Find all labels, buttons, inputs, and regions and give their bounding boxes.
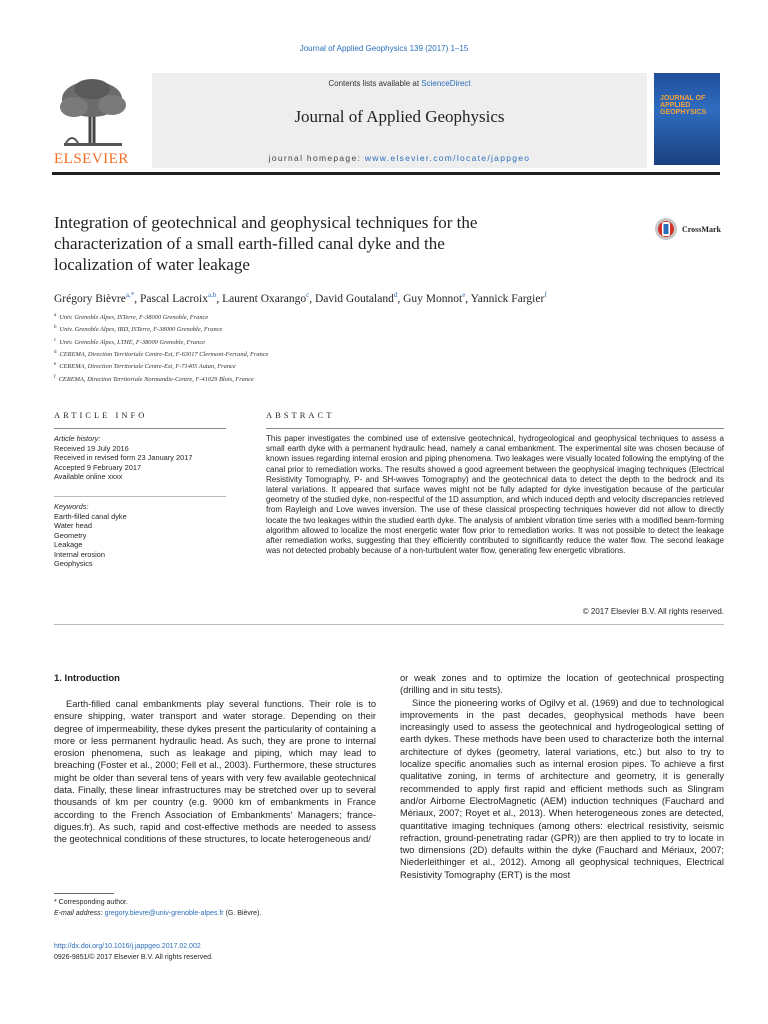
article-info-heading: ARTICLE INFO [54,410,148,420]
affiliation-item [54,373,554,385]
journal-header [52,73,720,168]
email-link[interactable]: gregory.bievre@univ-grenoble-alpes.fr [104,910,224,917]
affiliation-text: CEREMA, Direction Territoriale Centre-Est, F-71405 Autun, France [59,363,236,371]
crossmark-badge[interactable] [654,216,734,246]
author-affiliation-marker[interactable]: e [462,291,466,299]
doi-link[interactable]: http://dx.doi.org/10.1016/j.jappgeo.2017.02.002 [54,943,201,950]
author-name[interactable]: Yannick Fargier [470,292,545,305]
journal-banner [152,73,647,168]
keyword-item: Internal erosion [54,549,105,559]
journal-cover-thumbnail[interactable] [654,73,720,165]
section-heading-introduction: 1. Introduction [54,673,120,684]
affiliation-key: e [54,362,57,368]
abstract-text: This paper investigates the combined use of extensive geotechnical, hydrogeological and geophysical techniques to assess a small earth dyke with a permanent hydraulic head, namely a canal embankment. The experimental site was chosen because of known issues regarding internal erosion and piping phenomena. Two leakages were visually located following the emptying of the canal prior to remediation works. The results showed a good agreement between the geophysical imaging techniques (Electrical Resistivity Tomography, P- and SH-waves Tomography) and the geotechnical data to detect the depth to the bedrock and its lateral variations. It appeared that surface waves might not be fully adapted for dyke investigation because of the particular geometry of the studied dyke, non-respectful of the 1D assumption, and which induced depth and velocity discrepancies retrieved from Rayleigh and Love waves inversion. The use of these classical prospecting techniques however did not allow to directly locate the two leakages within the studied earth dyke. The analysis of ambient vibration time series with a modified beam-forming algorithm allowed to localize the most energetic water flow prior to remediation works. It was not possible to detect the leakage after remediation works, suggesting that they efficiently contributed to significantly reduce the water flow. The second leakage was not detected probably because of a non-turbulent water flow, generating few energetic vibrations. [266,434,724,556]
keyword-item: Water head [54,521,92,530]
author-name[interactable]: Pascal Lacroix [139,292,208,305]
author-name[interactable]: Laurent Oxarango [222,292,307,305]
history-item: Accepted 9 February 2017 [54,462,142,472]
keyword-item: Leakage [54,540,83,549]
author-affiliation-marker[interactable]: d [393,291,398,299]
author-affiliation-marker[interactable]: c [306,291,310,299]
affiliation-key: f [54,374,56,380]
body-column-right [400,672,724,881]
crossmark-label: CrossMark [682,225,721,234]
keyword-item: Geometry [54,530,87,540]
crossmark-icon [654,216,678,246]
sciencedirect-link[interactable]: ScienceDirect [421,79,471,88]
homepage-prefix: journal homepage: [268,153,365,163]
footnote-rule [54,893,114,894]
journal-homepage [152,153,647,163]
history-item: Received 19 July 2016 [54,443,129,453]
body-paragraph: or weak zones and to optimize the location of geotechnical prospecting (drilling and in situ tests). [400,673,724,696]
history-label: Article history: [54,434,101,443]
affiliation-text: CEREMA, Direction Territoriale Centre-Est, F-63017 Clermont-Ferrand, France [59,351,269,359]
article-history [54,434,226,482]
issn-line: 0926-9851/© 2017 Elsevier B.V. All rights reserved. [54,954,213,961]
author-separator: , [216,292,223,305]
journal-title: Journal of Applied Geophysics [294,107,505,126]
author-name[interactable]: Grégory Bièvre [54,292,126,305]
title-line: localization of water leakage [54,255,250,274]
title-line: Integration of geotechnical and geophysical techniques for the [54,213,478,232]
author-separator: , [134,292,140,305]
keyword-item: Earth-filled canal dyke [54,511,127,521]
keywords-rule [54,496,226,497]
affiliation-text: Univ. Grenoble Alpes, LTHE, F-38000 Grenoble, France [59,338,206,346]
elsevier-wordmark: ELSEVIER [54,151,129,167]
affiliation-text: Univ. Grenoble Alpes, IRD, ISTerre, F-38000 Grenoble, France [59,326,223,334]
corresponding-marker[interactable]: * [130,291,135,299]
header-rule [52,172,720,175]
author-name[interactable]: David Goutaland [314,292,394,305]
abstract-copyright: © 2017 Elsevier B.V. All rights reserved. [582,607,724,616]
body-column-left [54,698,376,846]
affiliation-item [54,360,554,372]
abstract-bottom-rule [54,624,724,625]
abstract-heading: ABSTRACT [266,410,335,420]
keywords [54,502,226,569]
email-line [54,908,374,919]
affiliation-text: Univ. Grenoble Alpes, ISTerre, F-38000 Grenoble, France [59,314,209,322]
history-item: Available online xxxx [54,472,123,481]
author-separator: , [309,292,315,305]
author-list [54,291,547,305]
corresponding-author-note: * Corresponding author. [54,899,128,906]
article-title [54,212,594,275]
author-name[interactable]: Guy Monnot [403,292,463,305]
affiliation-item [54,311,554,323]
affiliation-list [54,311,554,385]
title-line: characterization of a small earth-filled canal dyke and the [54,234,445,253]
history-item: Received in revised form 23 January 2017 [54,453,193,462]
affiliation-key: b [54,325,57,331]
author-affiliation-marker[interactable]: a,b [207,291,217,299]
affiliation-item [54,336,554,348]
body-paragraph: Earth-filled canal embankments play several functions. Their role is to ensure shipping, water transport and water storage. Depending on their degree of impermeability, these dykes present the particularity of containing a more or less permanent hydraulic head. As such, they are prone to internal erosion phenomena, such as leakage and piping, which may lead to breaching (Foster et al., 2000; Fell et al., 2003). Furthermore, these structures might be older than several tens of years with very few available geotechnical data. Finally, these linear infrastructures may be stretched over up to several thousands of km per country (e.g. 9000 km of embankments in France according to the French Association of Embankments' Managers; france-digues.fr). As such, rapid and cost-effective methods are needed to assess the geotechnical conditions of these structures, to locate heterogeneous and/ [54,699,376,845]
affiliation-key: a [54,313,57,318]
affiliation-item [54,348,554,360]
homepage-link[interactable]: www.elsevier.com/locate/jappgeo [364,153,531,163]
journal-reference[interactable]: Journal of Applied Geophysics 139 (2017) 1–15 [299,44,469,53]
body-paragraph: Since the pioneering works of Ogilvy et al. (1969) and due to technological improvements in the past decades, geophysical methods have been increasingly used to assess the geotechnical and hydrogeological setting of earth dykes. These methods have been used to characterize both the internal architecture of dykes (geometry, lateral variations, etc.) but also to try to localize specific anomalies such as internal erosion pipes. To achieve a first qualitative zoning, in terms of architecture and geometry, it is generally recommended to apply first rapid and efficient methods such as Slingram and/or Airborne ElectroMagnetic (AEM) induction techniques (Fauchard and Mériaux, 2007; Royet et al., 2013). When heterogeneous zones are detected, quantitative imaging techniques (among others: electrical resistivity, seismic refraction, ground-penetrating radar (GPR)) are then applied to try to locate in two dimensions (2D) defaults within the dyke (Fauchard and Mériaux, 2007; Niederleithinger et al., 2012). Among all geophysical techniques, Electrical Resistivity Tomography (ERT) is the most [400,697,724,880]
keywords-label: Keywords: [54,502,89,511]
footnote [54,897,374,919]
author-affiliation-marker[interactable]: f [544,291,547,299]
keyword-item: Geophysics [54,559,93,568]
contents-prefix: Contents lists available at [328,79,422,88]
email-suffix: (G. Bièvre). [223,910,262,917]
author-separator: , [397,292,404,305]
abstract-rule [266,428,724,429]
doi-block [54,941,213,963]
cover-title: JOURNAL OF APPLIED GEOPHYSICS [660,95,707,116]
affiliation-key: d [54,349,57,355]
article-info-rule [54,428,226,429]
contents-line [152,79,647,88]
author-affiliation-marker[interactable]: a, [125,291,131,299]
author-separator: , [465,292,471,305]
affiliation-key: c [54,337,57,343]
email-label: E-mail address: [54,910,105,917]
affiliation-text: CEREMA, Direction Territoriale Normandie-Centre, F-41029 Blois, France [58,375,254,383]
affiliation-item [54,323,554,335]
